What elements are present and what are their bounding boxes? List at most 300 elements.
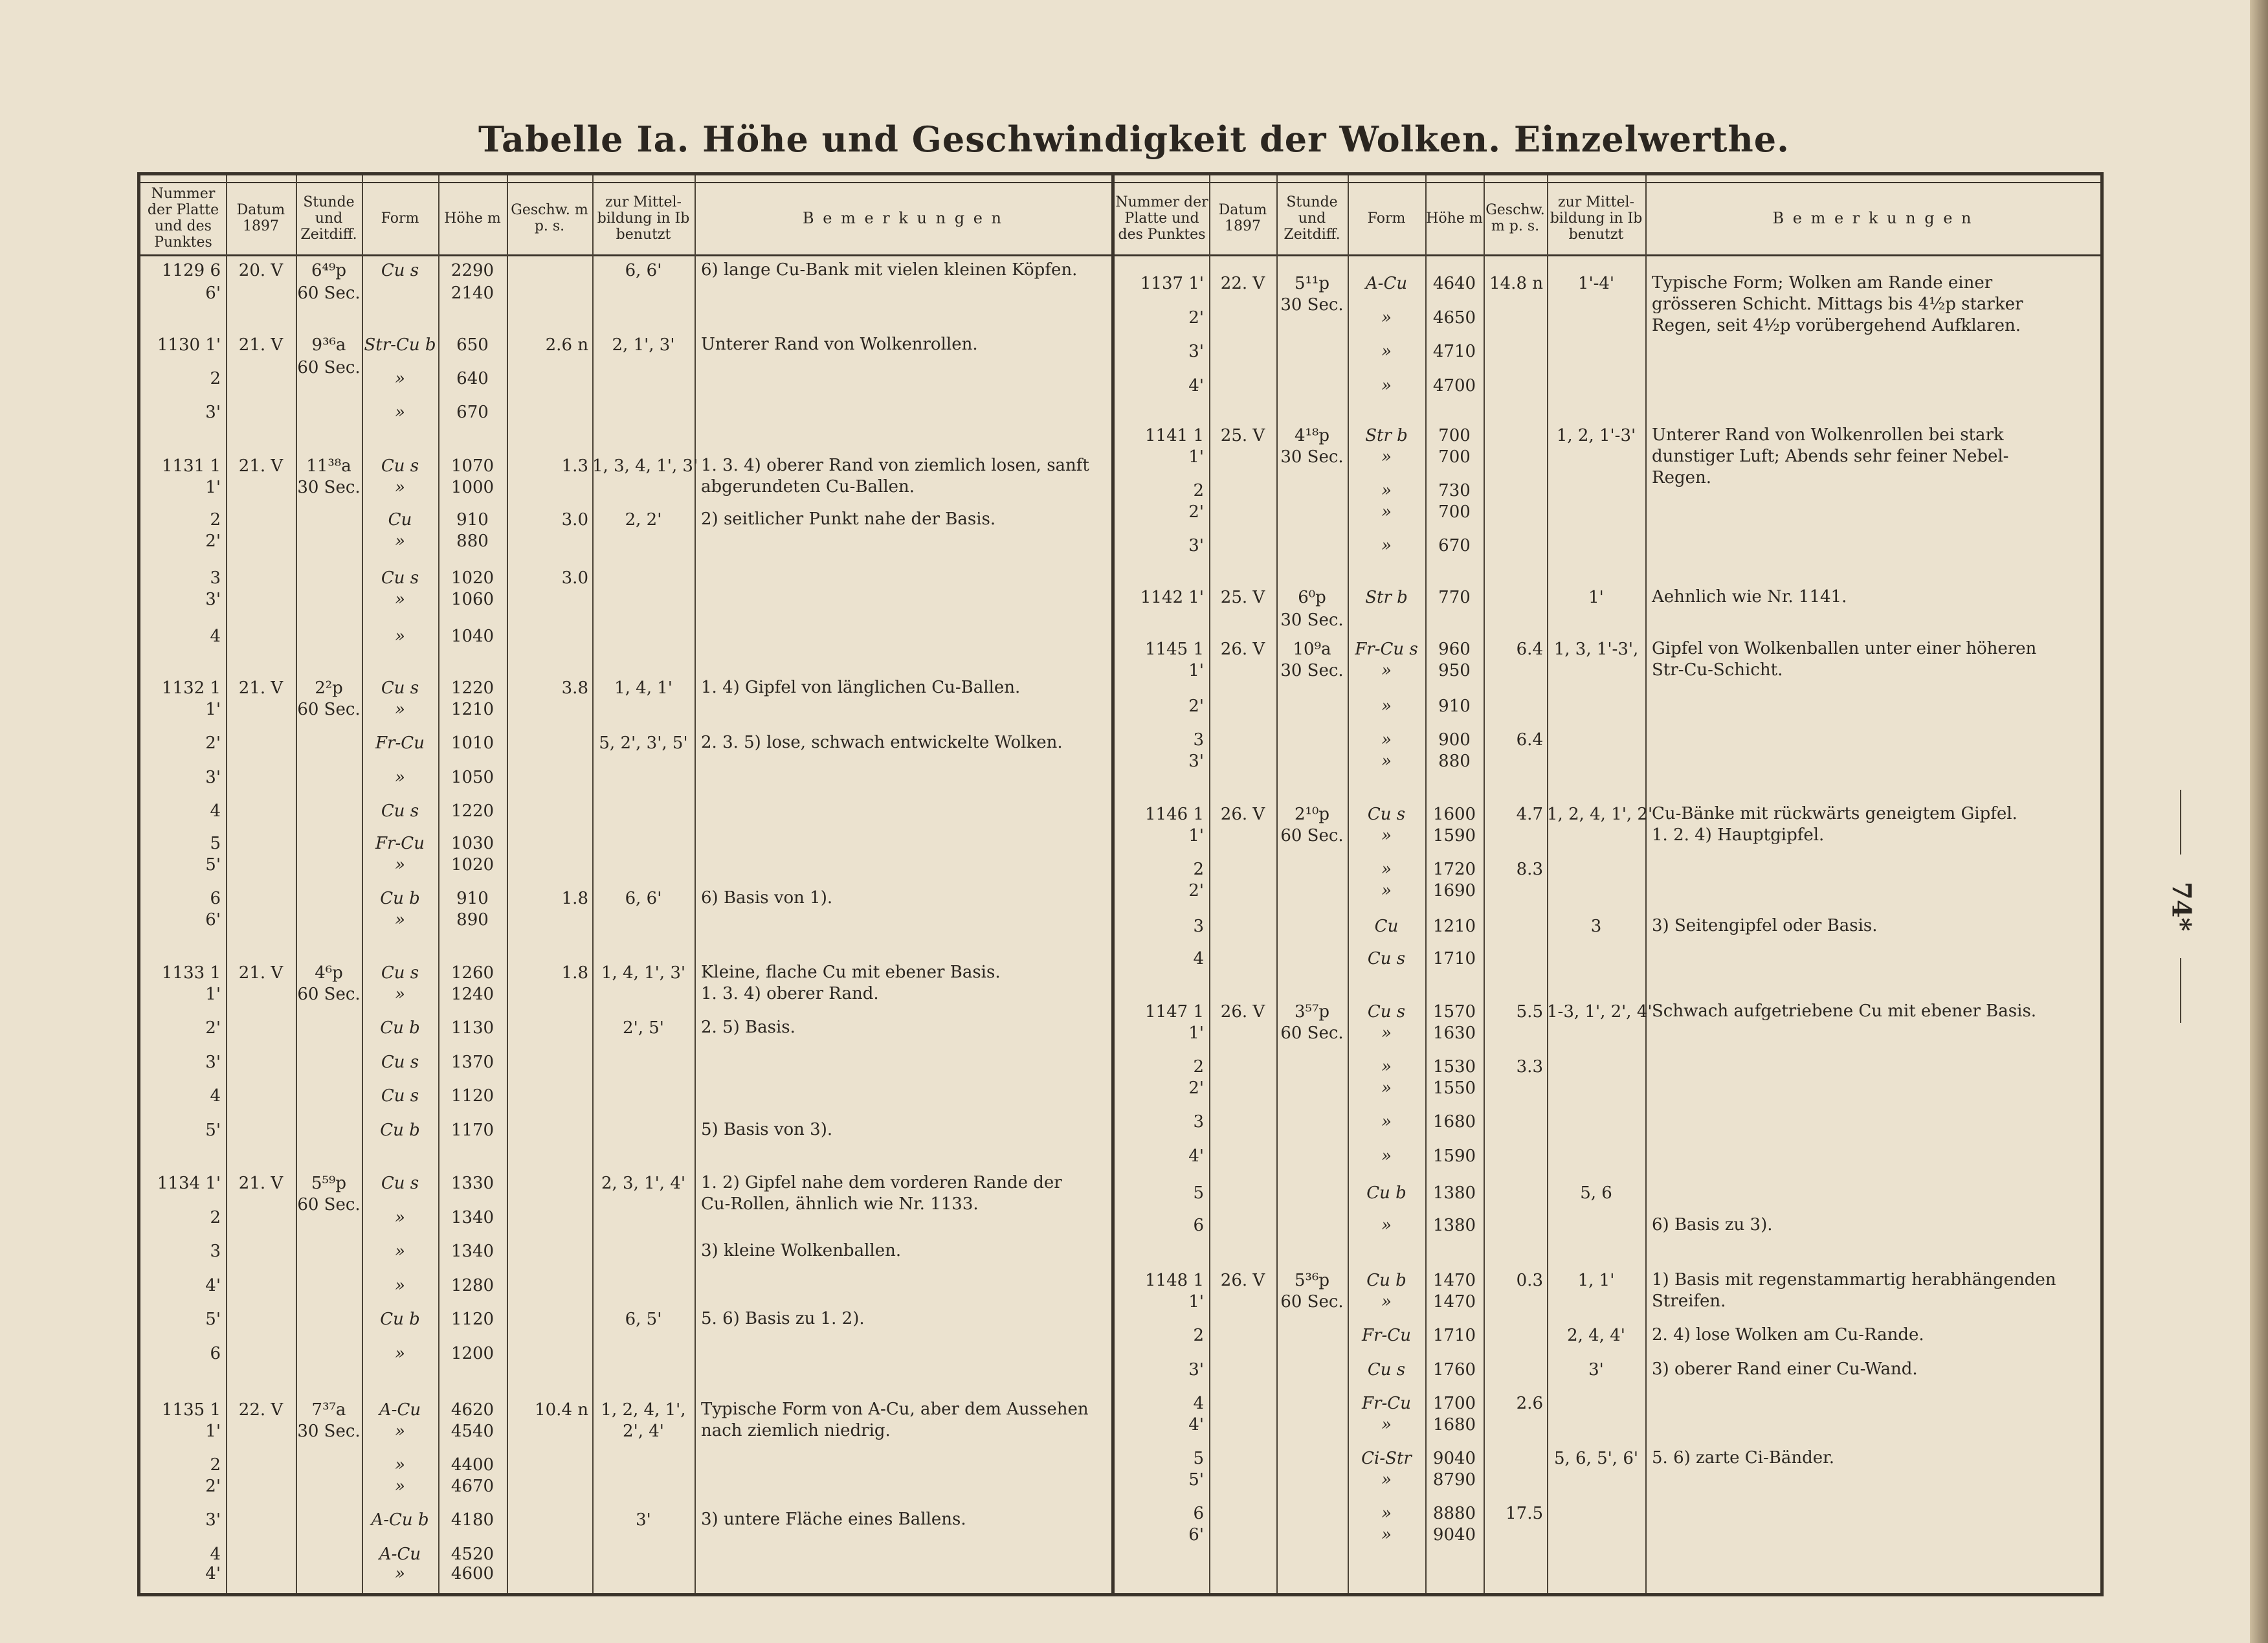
time: 2¹⁰p — [1294, 805, 1330, 824]
averaging-points: 3' — [636, 1510, 651, 1530]
height: 1330 — [450, 1174, 495, 1193]
point-number: 1' — [1188, 661, 1204, 680]
cloud-form: » — [1381, 536, 1392, 555]
cloud-form: Cu s — [1367, 949, 1406, 968]
remark: Schwach aufgetriebene Cu mit ebener Basis. — [1652, 1001, 2037, 1021]
point-number: 1147 1 — [1145, 1002, 1204, 1022]
cloud-form: Cu s — [1367, 1002, 1406, 1022]
height: 1680 — [1432, 1112, 1476, 1132]
averaging-points: 6, 6' — [625, 889, 662, 908]
date: 22. V — [1220, 274, 1265, 293]
cloud-form: Str b — [1365, 588, 1408, 607]
point-number: 6 — [210, 1344, 221, 1363]
date: 25. V — [1220, 426, 1265, 445]
point-number: 2' — [205, 1477, 221, 1496]
cloud-form: A-Cu — [379, 1400, 421, 1420]
remark: 3) Seitengipfel oder Basis. — [1652, 916, 1878, 935]
cloud-form: » — [1381, 1216, 1392, 1235]
point-number: 2 — [1193, 860, 1204, 879]
left-table — [137, 172, 1115, 1596]
point-number: 3' — [1188, 1360, 1204, 1380]
cloud-form: » — [395, 855, 405, 875]
height: 1260 — [450, 963, 495, 983]
speed: 3.3 — [1516, 1057, 1543, 1077]
averaging-points: 1'-4' — [1577, 274, 1615, 293]
speed: 14.8 n — [1489, 274, 1543, 293]
cloud-form: » — [395, 1276, 405, 1295]
cloud-form: Fr-Cu — [375, 733, 425, 753]
averaging-points: 1, 3, 1'-3', — [1553, 640, 1639, 659]
point-number: 1' — [1188, 447, 1204, 467]
averaging-points: 1, 2, 4, 1', 2' — [1547, 805, 1653, 824]
point-number: 1132 1 — [162, 678, 221, 698]
date: 22. V — [238, 1400, 284, 1420]
point-number: 3' — [205, 768, 221, 787]
height: 1130 — [450, 1018, 495, 1038]
cloud-form: » — [1381, 730, 1392, 750]
column-rule — [695, 175, 696, 1593]
point-number: 5 — [1193, 1449, 1204, 1468]
height: 1170 — [450, 1121, 495, 1140]
speed: 2.6 — [1516, 1394, 1543, 1413]
height: 4180 — [450, 1510, 495, 1530]
header-form: Form — [1367, 210, 1406, 227]
averaging-points: 2', 5' — [623, 1018, 664, 1038]
header-hoehe: Höhe m — [1426, 210, 1483, 227]
height: 1200 — [450, 1344, 495, 1363]
cloud-form: Cu s — [381, 963, 419, 983]
time: 60 Sec. — [1280, 1023, 1344, 1043]
cloud-form: » — [1381, 1023, 1392, 1043]
point-number: 2' — [1188, 502, 1204, 522]
point-number: 5' — [205, 855, 221, 875]
point-number: 5' — [205, 1310, 221, 1329]
point-number: 2' — [1188, 1079, 1204, 1098]
cloud-form: Fr-Cu s — [1355, 640, 1418, 659]
header-datum: Datum 1897 — [236, 202, 285, 234]
point-number: 1146 1 — [1145, 805, 1204, 824]
column-rule — [507, 175, 508, 1593]
header-bemerkungen: B e m e r k u n g e n — [802, 208, 1004, 227]
cloud-form: » — [1381, 481, 1392, 500]
point-number: 2' — [1188, 881, 1204, 900]
cloud-form: » — [1381, 1146, 1392, 1166]
cloud-form: Cu b — [380, 1310, 420, 1329]
height: 1590 — [1432, 1146, 1476, 1166]
point-number: 3' — [205, 403, 221, 422]
height: 4540 — [450, 1422, 495, 1441]
cloud-form: » — [1381, 860, 1392, 879]
height: 1220 — [450, 678, 495, 698]
cloud-form: Ci-Str — [1361, 1449, 1412, 1468]
remark: 2. 4) lose Wolken am Cu-Rande. — [1652, 1325, 1924, 1345]
remark: Kleine, flache Cu mit ebener Basis. — [701, 963, 1001, 982]
remark: Unterer Rand von Wolkenrollen. — [701, 335, 978, 354]
height: 1060 — [450, 590, 495, 609]
cloud-form: A-Cu b — [371, 1510, 429, 1530]
height: 640 — [456, 369, 489, 388]
height: 880 — [456, 531, 489, 551]
height: 1550 — [1432, 1079, 1476, 1098]
remark: nach ziemlich niedrig. — [701, 1421, 891, 1440]
point-number: 3 — [1193, 917, 1204, 936]
height: 910 — [456, 510, 489, 530]
cloud-form: Fr-Cu — [1362, 1394, 1411, 1413]
height: 770 — [1438, 588, 1471, 607]
point-number: 4' — [205, 1276, 221, 1295]
cloud-form: » — [395, 1422, 405, 1441]
averaging-points: 1, 2, 1'-3' — [1556, 426, 1636, 445]
remark: 1. 2) Gipfel nahe dem vorderen Rande der — [701, 1173, 1062, 1192]
date: 21. V — [238, 1174, 284, 1193]
cloud-form: » — [1381, 1292, 1392, 1312]
remark: 1. 2. 4) Hauptgipfel. — [1652, 825, 1825, 845]
cloud-form: » — [395, 478, 405, 497]
height: 1340 — [450, 1208, 495, 1227]
time: 60 Sec. — [297, 284, 361, 303]
column-rule — [1547, 175, 1548, 1593]
time: 5⁵⁹p — [311, 1174, 347, 1193]
averaging-points: 3' — [1588, 1360, 1604, 1380]
height: 1600 — [1432, 805, 1476, 824]
point-number: 1' — [1188, 826, 1204, 845]
averaging-points: 3 — [1590, 917, 1602, 936]
cloud-form: » — [1381, 1525, 1392, 1545]
point-number: 6 — [1193, 1504, 1204, 1523]
column-rule — [438, 175, 439, 1593]
cloud-form: » — [395, 531, 405, 551]
height: 1720 — [1432, 860, 1476, 879]
header-geschw: Geschw. m p. s. — [1485, 202, 1545, 234]
height: 1630 — [1432, 1023, 1476, 1043]
date: 21. V — [238, 335, 284, 355]
point-number: 1' — [1188, 1292, 1204, 1312]
averaging-points: 6, 5' — [625, 1310, 662, 1329]
height: 1000 — [450, 478, 495, 497]
date: 25. V — [1220, 588, 1265, 607]
averaging-points: 2, 3, 1', 4' — [601, 1174, 686, 1193]
height: 1680 — [1432, 1415, 1476, 1435]
point-number: 4' — [1188, 1415, 1204, 1435]
point-number: 1' — [1188, 1023, 1204, 1043]
point-number: 4 — [210, 801, 221, 821]
point-number: 2 — [1193, 1326, 1204, 1345]
cloud-form: » — [395, 403, 405, 422]
averaging-points: 2, 1', 3' — [612, 335, 675, 355]
remark: 1. 3. 4) oberer Rand von ziemlich losen, sanft — [701, 456, 1089, 475]
point-number: 1' — [205, 478, 221, 497]
time: 60 Sec. — [297, 985, 361, 1004]
point-number: 1142 1' — [1140, 588, 1204, 607]
remark: 5. 6) zarte Ci-Bänder. — [1652, 1448, 1834, 1468]
header-mittel: zur Mittel-bildung in Ib benutzt — [597, 194, 690, 243]
remark: 6) Basis zu 3). — [1652, 1215, 1773, 1235]
remark: 5. 6) Basis zu 1. 2). — [701, 1309, 865, 1328]
speed: 5.5 — [1516, 1002, 1543, 1022]
point-number: 3' — [1188, 752, 1204, 771]
time: 2²p — [315, 678, 343, 698]
right-table — [1111, 172, 2104, 1596]
header-stunde: Stunde und Zeitdiff. — [1284, 194, 1340, 243]
remark: 3) oberer Rand einer Cu-Wand. — [1652, 1359, 1918, 1379]
remark: Regen. — [1652, 468, 1712, 487]
height: 700 — [1438, 502, 1471, 522]
speed: 1.3 — [561, 456, 588, 476]
height: 1030 — [450, 834, 495, 853]
point-number: 1129 6 — [162, 261, 221, 280]
remark: 1. 3. 4) oberer Rand. — [701, 984, 879, 1003]
cloud-form: » — [1381, 308, 1392, 328]
header-stunde: Stunde und Zeitdiff. — [300, 194, 357, 243]
cloud-form: » — [1381, 1504, 1392, 1523]
height: 1070 — [450, 456, 495, 476]
height: 1470 — [1432, 1292, 1476, 1312]
point-number: 5' — [1188, 1470, 1204, 1490]
point-number: 2 — [1193, 1057, 1204, 1077]
cloud-form: Str-Cu b — [364, 335, 436, 355]
point-number: 1135 1 — [162, 1400, 221, 1420]
point-number: 1' — [205, 985, 221, 1004]
height: 900 — [1438, 730, 1471, 750]
point-number: 2 — [210, 1455, 221, 1475]
table-title: Tabelle Ia. Höhe und Geschwindigkeit der Wolken. Einzelwerthe. — [478, 118, 1790, 160]
point-number: 6' — [205, 284, 221, 303]
column-rule — [296, 175, 297, 1593]
height: 1210 — [450, 700, 495, 719]
point-number: 1134 1' — [157, 1174, 221, 1193]
height: 960 — [1438, 640, 1471, 659]
header-form: Form — [381, 210, 419, 227]
point-number: 3' — [205, 1510, 221, 1530]
point-number: 3 — [1193, 1112, 1204, 1132]
column-rule — [1645, 175, 1647, 1593]
time: 60 Sec. — [297, 358, 361, 377]
date: 26. V — [1220, 1002, 1265, 1022]
height: 700 — [1438, 426, 1471, 445]
time: 30 Sec. — [297, 478, 361, 497]
time: 3⁵⁷p — [1294, 1002, 1330, 1022]
time: 60 Sec. — [1280, 826, 1344, 845]
height: 670 — [456, 403, 489, 422]
height: 650 — [456, 335, 489, 355]
cloud-form: Cu b — [380, 1121, 420, 1140]
height: 1120 — [450, 1086, 495, 1106]
time: 30 Sec. — [297, 1422, 361, 1441]
remark: 5) Basis von 3). — [701, 1120, 833, 1139]
speed: 4.7 — [1516, 805, 1543, 824]
cloud-form: » — [395, 1208, 405, 1227]
time: 60 Sec. — [297, 1195, 361, 1214]
date: 21. V — [238, 963, 284, 983]
height: 8790 — [1432, 1470, 1476, 1490]
cloud-form: Cu s — [381, 1174, 419, 1193]
remark: 6) lange Cu-Bank mit vielen kleinen Köpfen. — [701, 260, 1078, 280]
averaging-points: 1, 4, 1', 3' — [601, 963, 686, 983]
header-geschw: Geschw. m p. s. — [511, 202, 588, 234]
remark: abgerundeten Cu-Ballen. — [701, 477, 915, 497]
cloud-form: Cu s — [381, 1086, 419, 1106]
height: 4400 — [450, 1455, 495, 1475]
height: 2140 — [450, 284, 495, 303]
speed: 10.4 n — [535, 1400, 588, 1420]
averaging-points: 2, 2' — [625, 510, 662, 530]
column-rule — [1484, 175, 1485, 1593]
remark: Typische Form von A-Cu, aber dem Aussehen — [701, 1400, 1089, 1419]
cloud-form: » — [1381, 1470, 1392, 1490]
cloud-form: » — [395, 1564, 405, 1583]
remark: 3) kleine Wolkenballen. — [701, 1241, 902, 1260]
cloud-form: » — [395, 910, 405, 930]
speed: 1.8 — [561, 889, 588, 908]
cloud-form: A-Cu — [1365, 274, 1408, 293]
point-number: 2 — [1193, 481, 1204, 500]
point-number: 3 — [210, 1242, 221, 1261]
cloud-form: » — [395, 590, 405, 609]
point-number: 4 — [1193, 949, 1204, 968]
remark: 1) Basis mit regenstammartig herabhängenden — [1652, 1270, 2056, 1290]
remark: Aehnlich wie Nr. 1141. — [1652, 587, 1847, 607]
time: 6⁴⁹p — [311, 261, 347, 280]
averaging-points: 1, 3, 4, 1', 3' — [592, 456, 698, 476]
cloud-form: » — [395, 1344, 405, 1363]
column-rule — [362, 175, 363, 1593]
time: 6⁰p — [1298, 588, 1326, 607]
date: 21. V — [238, 456, 284, 476]
speed: 0.3 — [1516, 1271, 1543, 1290]
point-number: 2 — [210, 510, 221, 530]
speed: 1.8 — [561, 963, 588, 983]
cloud-form: Cu s — [381, 678, 419, 698]
averaging-points: 1-3, 1', 2', 4' — [1547, 1002, 1652, 1022]
averaging-points: 5, 2', 3', 5' — [599, 733, 688, 753]
point-number: 2' — [205, 733, 221, 753]
time: 30 Sec. — [1280, 295, 1344, 315]
cloud-form: A-Cu — [379, 1545, 421, 1564]
height: 730 — [1438, 481, 1471, 500]
speed: 6.4 — [1516, 640, 1543, 659]
height: 1700 — [1432, 1394, 1476, 1413]
remark: 6) Basis von 1). — [701, 888, 833, 908]
cloud-form: Cu s — [381, 568, 419, 588]
speed: 8.3 — [1516, 860, 1543, 879]
point-number: 3 — [1193, 730, 1204, 750]
cloud-form: Cu b — [380, 1018, 420, 1038]
height: 1210 — [1432, 917, 1476, 936]
cloud-form: » — [1381, 697, 1392, 716]
header-nummer: Nummer der Platte und des Punktes — [1115, 194, 1208, 243]
cloud-form: Cu s — [1367, 1360, 1406, 1380]
remark: 2) seitlicher Punkt nahe der Basis. — [701, 509, 996, 529]
point-number: 3' — [205, 590, 221, 609]
cloud-form: » — [395, 700, 405, 719]
time: 4¹⁸p — [1294, 426, 1330, 445]
height: 4520 — [450, 1545, 495, 1564]
point-number: 1133 1 — [162, 963, 221, 983]
height: 1380 — [1432, 1183, 1476, 1203]
point-number: 2' — [205, 1018, 221, 1038]
header-datum: Datum 1897 — [1218, 202, 1267, 234]
cloud-form: » — [395, 627, 405, 646]
point-number: 2 — [210, 369, 221, 388]
averaging-points: 1, 2, 4, 1', — [601, 1400, 686, 1420]
speed: 3.0 — [561, 510, 588, 530]
book-spine — [2250, 0, 2268, 1643]
height: 1710 — [1432, 949, 1476, 968]
height: 1020 — [450, 568, 495, 588]
averaging-points: 1, 4, 1' — [614, 678, 673, 698]
time: 30 Sec. — [1280, 661, 1344, 680]
cloud-form: » — [1381, 376, 1392, 396]
cloud-form: Cu b — [380, 889, 420, 908]
speed: 6.4 — [1516, 730, 1543, 750]
height: 910 — [1438, 697, 1471, 716]
remark: dunstiger Luft; Abends sehr feiner Nebel- — [1652, 447, 2009, 466]
time: 9³⁶a — [311, 335, 346, 355]
averaging-points: 1' — [1588, 588, 1604, 607]
point-number: 2' — [205, 531, 221, 551]
point-number: 4 — [1193, 1394, 1204, 1413]
cloud-form: » — [1381, 1057, 1392, 1077]
remark: 2. 3. 5) lose, schwach entwickelte Wolken. — [701, 733, 1063, 752]
point-number: 5 — [210, 834, 221, 853]
cloud-form: » — [1381, 826, 1392, 845]
cloud-form: » — [395, 985, 405, 1004]
date: 21. V — [238, 678, 284, 698]
point-number: 1' — [205, 1422, 221, 1441]
remark: grösseren Schicht. Mittags bis 4½p starker — [1652, 295, 2023, 314]
cloud-form: Cu — [1374, 917, 1399, 936]
height: 9040 — [1432, 1449, 1476, 1468]
remark: Str-Cu-Schicht. — [1652, 660, 1783, 680]
column-rule — [592, 175, 594, 1593]
time: 10⁹a — [1293, 640, 1331, 659]
point-number: 4' — [205, 1564, 221, 1583]
cloud-form: Cu — [388, 510, 412, 530]
height: 1690 — [1432, 881, 1476, 900]
date: 20. V — [238, 261, 284, 280]
height: 1370 — [450, 1053, 495, 1072]
remark: Cu-Rollen, ähnlich wie Nr. 1133. — [701, 1194, 979, 1214]
column-rule — [1209, 175, 1210, 1593]
averaging-points: 2', 4' — [623, 1422, 664, 1441]
remark: 3) untere Fläche eines Ballens. — [701, 1510, 966, 1529]
averaging-points: 5, 6 — [1580, 1183, 1612, 1203]
date: 26. V — [1220, 805, 1265, 824]
height: 1710 — [1432, 1326, 1476, 1345]
height: 2290 — [450, 261, 495, 280]
averaging-points: 5, 6, 5', 6' — [1553, 1449, 1639, 1468]
cloud-form: Cu s — [381, 456, 419, 476]
header-hoehe: Höhe m — [444, 210, 501, 227]
cloud-form: Fr-Cu — [375, 834, 425, 853]
remark: 1. 4) Gipfel von länglichen Cu-Ballen. — [701, 678, 1021, 697]
page-number-marker — [2162, 790, 2201, 1023]
cloud-form: » — [1381, 1415, 1392, 1435]
point-number: 1' — [205, 700, 221, 719]
speed: 17.5 — [1506, 1504, 1543, 1523]
cloud-form: » — [395, 1455, 405, 1475]
point-number: 5' — [205, 1121, 221, 1140]
cloud-form: » — [395, 1477, 405, 1496]
height: 1570 — [1432, 1002, 1476, 1022]
height: 4650 — [1432, 308, 1476, 328]
point-number: 6' — [1188, 1525, 1204, 1545]
header-nummer: Nummer der Platte und des Punktes — [147, 186, 219, 251]
averaging-points: 1, 1' — [1577, 1271, 1615, 1290]
page-number: 74* — [2166, 881, 2197, 932]
cloud-form: » — [1381, 502, 1392, 522]
date: 26. V — [1220, 640, 1265, 659]
